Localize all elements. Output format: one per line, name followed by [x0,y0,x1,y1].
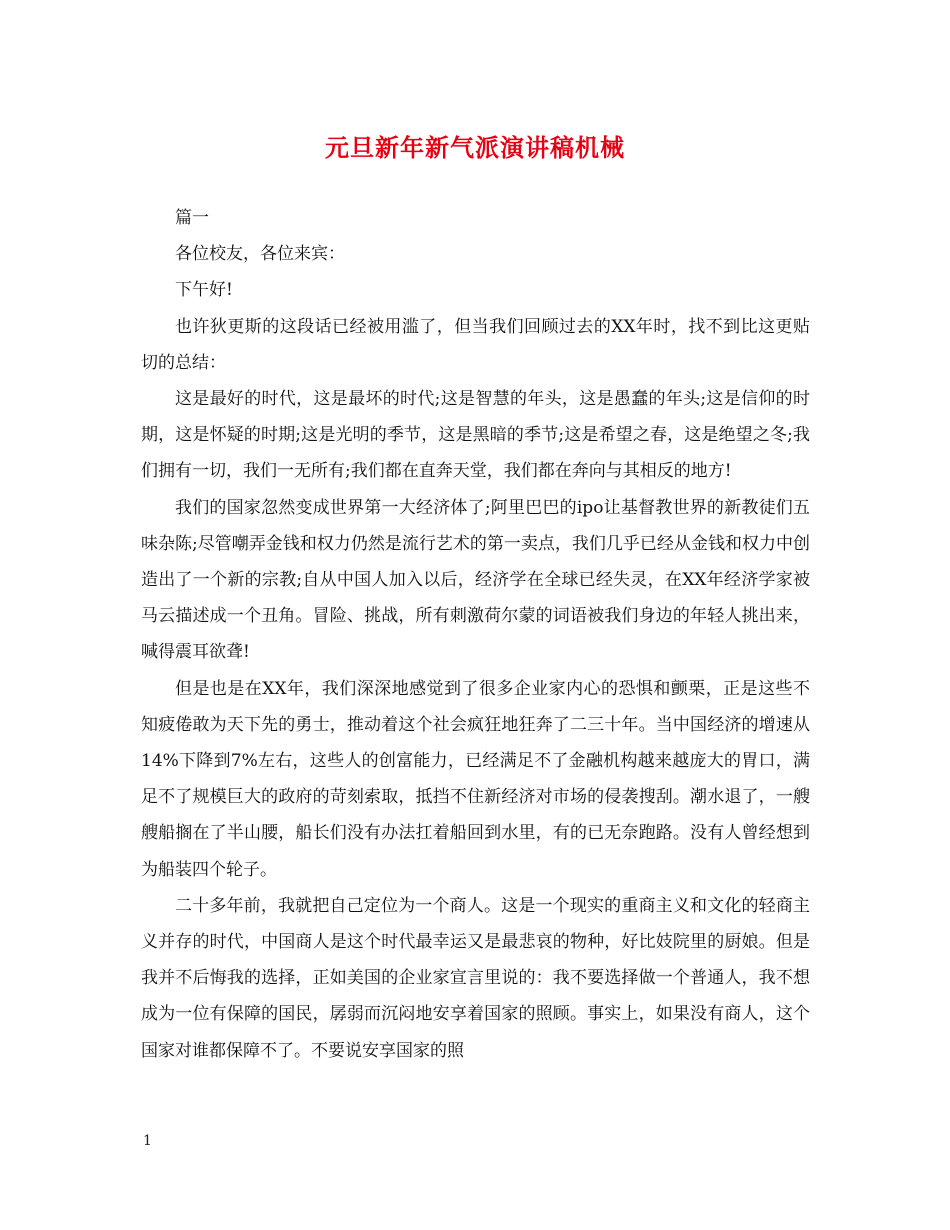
page-number: 1 [143,1133,152,1149]
paragraph: 这是最好的时代，这是最坏的时代;这是智慧的年头，这是愚蠢的年头;这是信仰的时期，这是怀疑的时期;这是光明的季节，这是黑暗的季节;这是希望之春，这是绝望之冬;我们拥有一切，我们一无所有;我们都在直奔天堂，我们都在奔向与其相反的地方! [141,389,810,482]
document-body [141,200,810,1069]
paragraph-section-heading: 篇一 [175,208,209,228]
paragraph: 但是也是在XX年，我们深深地感觉到了很多企业家内心的恐惧和颤栗，正是这些不知疲倦敢为天下先的勇士，推动着这个社会疯狂地狂奔了二三十年。当中国经济的增速从14%下降到7%左右，这些人的创富能力，已经满足不了金融机构越来越庞大的胃口，满足不了规模巨大的政府的苛刻索取，抵挡不住新经济对市场的侵袭搜刮。潮水退了，一艘艘船搁在了半山腰，船长们没有办法扛着船回到水里，有的已无奈跑路。没有人曾经想到为船装四个轮子。 [141,678,810,880]
paragraph: 也许狄更斯的这段话已经被用滥了，但当我们回顾过去的XX年时，找不到比这更贴切的总结： [141,316,810,373]
paragraph: 二十多年前，我就把自己定位为一个商人。这是一个现实的重商主义和文化的轻商主义并存的时代，中国商人是这个时代最幸运又是最悲哀的物种，好比妓院里的厨娘。但是我并不后悔我的选择，正如美国的企业家宣言里说的：我不要选择做一个普通人，我不想成为一位有保障的国民，孱弱而沉闷地安享着国家的照顾。事实上，如果没有商人，这个国家对谁都保障不了。不要说安享国家的照 [141,895,810,1061]
document-title: 元旦新年新气派演讲稿机械 [325,133,625,162]
paragraph: 我们的国家忽然变成世界第一大经济体了;阿里巴巴的ipo让基督教世界的新教徒们五味杂陈;尽管嘲弄金钱和权力仍然是流行艺术的第一卖点，我们几乎已经从金钱和权力中创造出了一个新的宗教;自从中国人加入以后，经济学在全球已经失灵，在XX年经济学家被马云描述成一个丑角。冒险、挑战，所有刺激荷尔蒙的词语被我们身边的年轻人挑出来，喊得震耳欲聋! [141,497,810,663]
paragraph-salutation: 各位校友，各位来宾： [175,244,345,265]
paragraph-greeting: 下午好! [175,280,233,301]
